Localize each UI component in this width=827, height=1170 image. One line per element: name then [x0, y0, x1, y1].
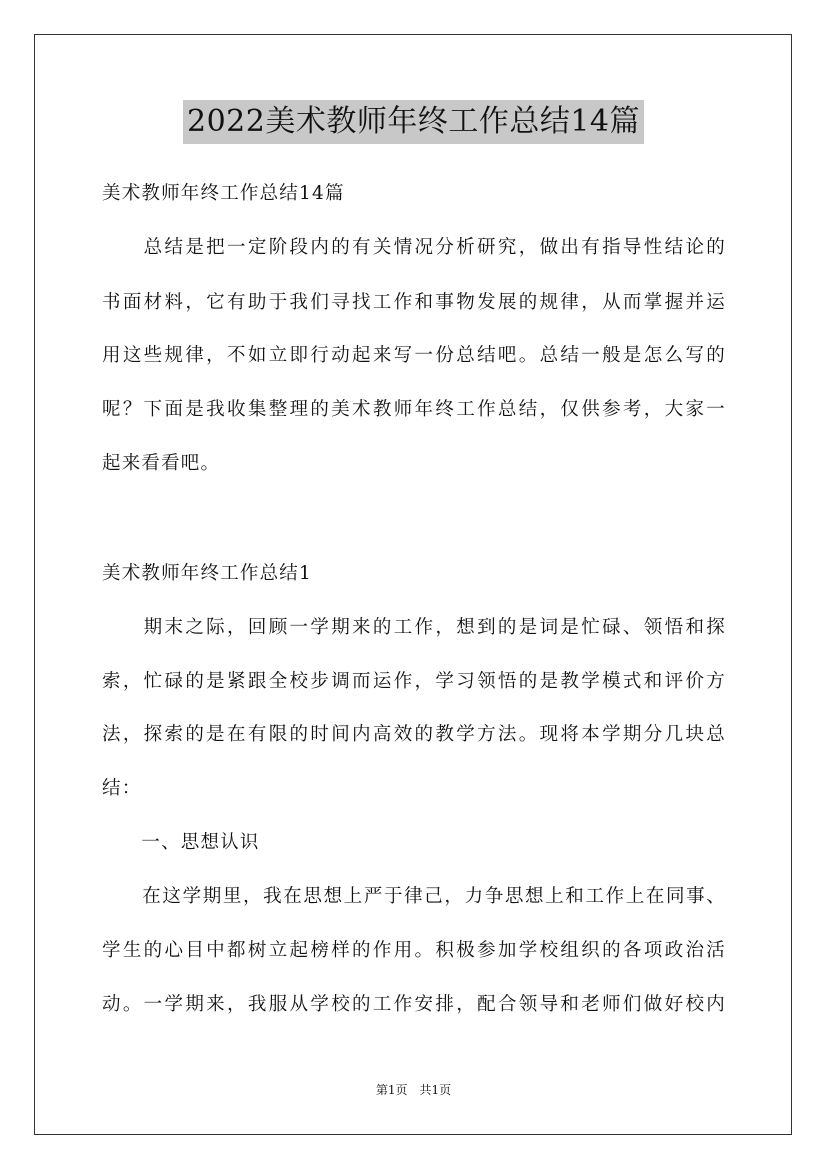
intro-line-3: 用这些规律，不如立即行动起来写一份总结吧。总结一般是怎么写的: [102, 345, 726, 366]
intro-line-5: 起来看看吧。: [102, 453, 221, 474]
section-para-line-2: 索，忙碌的是紧跟全校步调而运作，学习领悟的是教学模式和评价方: [102, 671, 726, 692]
section-para-line-4: 结：: [102, 778, 142, 799]
sub-heading: 一、思想认识: [102, 832, 260, 853]
page-footer: 第1页 共1页: [375, 1083, 452, 1097]
para2-line-1: 在这学期里，我在思想上严于律己，力争思想上和工作上在同事、: [102, 886, 726, 907]
intro-line-1: 总结是把一定阶段内的有关情况分析研究，做出有指导性结论的: [102, 237, 726, 258]
section-para-line-1: 期末之际，回顾一学期来的工作，想到的是词是忙碌、领悟和探: [102, 617, 726, 638]
title-container: [0, 100, 827, 144]
para2-line-3: 动。一学期来，我服从学校的工作安排，配合领导和老师们做好校内: [102, 994, 726, 1015]
section-heading: 美术教师年终工作总结1: [102, 563, 312, 584]
document-title: 2022美术教师年终工作总结14篇: [183, 100, 644, 144]
para2-line-2: 学生的心目中都树立起榜样的作用。积极参加学校组织的各项政治活: [102, 940, 726, 961]
intro-line-2: 书面材料，它有助于我们寻找工作和事物发展的规律，从而掌握并运: [102, 292, 726, 313]
section-para-line-3: 法，探索的是在有限的时间内高效的教学方法。现将本学期分几块总: [102, 724, 726, 745]
intro-line-4: 呢？下面是我收集整理的美术教师年终工作总结，仅供参考，大家一: [102, 399, 726, 420]
document-subtitle: 美术教师年终工作总结14篇: [102, 183, 345, 204]
